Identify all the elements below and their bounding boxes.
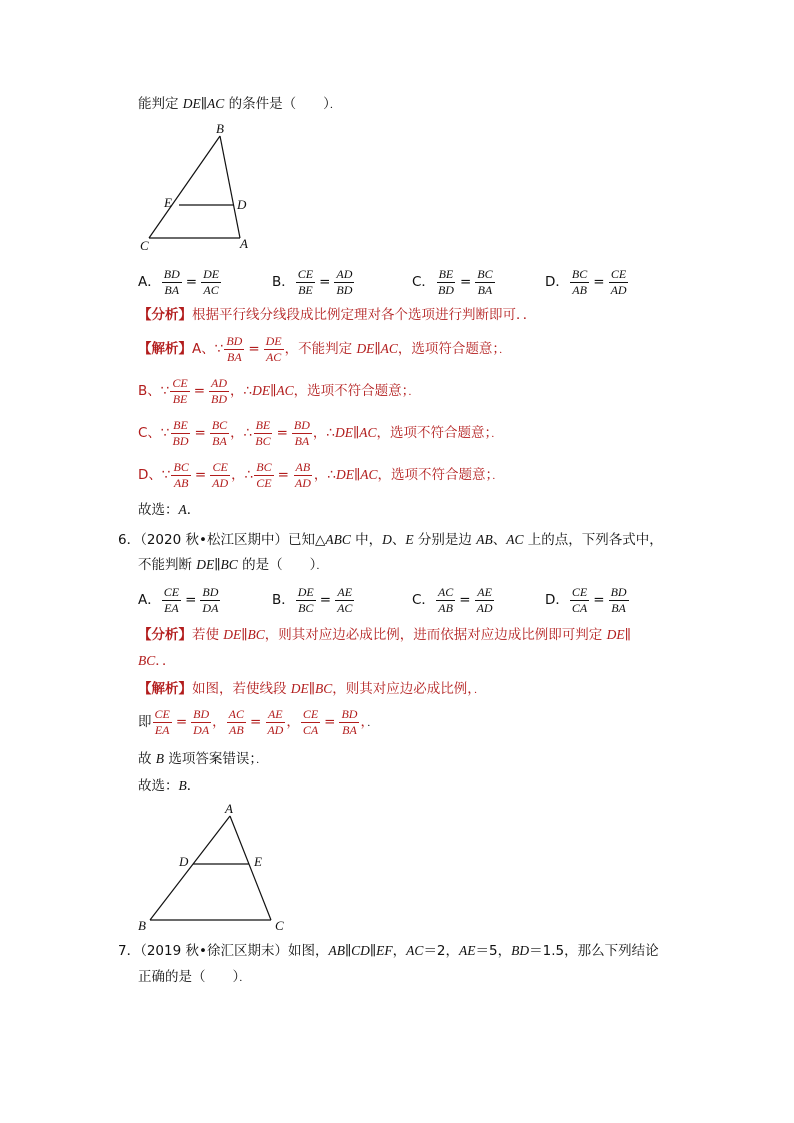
label-E: E [164,195,172,210]
p5-option-c[interactable]: C． $\frac{BE}{BD}$ = $\frac{BC}{BA}$ [412,266,493,297]
p5-analysis: 【分析】根据平行线分线段成比例定理对各个选项进行判断即可．． [138,307,537,323]
p6-analysis-line2: BC．． [138,653,176,669]
p6-solution-line1: 【解析】如图，若使线段 DE∥BC，则其对应边必成比例，． [138,681,485,697]
label-A: A [225,801,233,816]
triangle-figure-2 [132,800,292,935]
p5-solution-b: B、∵ $\frac{CE}{BE}$ = $\frac{AD}{BD}$ ，∴DE∥AC，选项不符合题意；． [138,375,419,406]
p6-stem-line2: 不能判断 DE∥BC 的是（ ）． [138,557,327,573]
p7-stem-line1: 7．（2019 秋•徐汇区期末）如图，AB∥CD∥EF，AC＝2，AE＝5，BD＝1.5，那么下列结论 [118,943,659,959]
label-B: B [138,918,146,933]
p6-solution-line2: 即 $\frac{CE}{EA}$ = $\frac{BD}{DA}$ ， $\frac{AC}{AB}$ = $\frac{AE}{AD}$ ， $\frac{CE}{CA}$ = $\frac{BD}{BA}$ ，． [138,706,378,737]
p6-option-d[interactable]: D． $\frac{CE}{CA}$ = $\frac{BD}{BA}$ [545,584,627,615]
label-B: B [216,121,224,136]
p5-option-a[interactable]: A． $\frac{BD}{BA}$ = $\frac{DE}{AC}$ [138,266,220,297]
p6-option-b[interactable]: B． $\frac{DE}{BC}$ = $\frac{AE}{AC}$ [272,584,353,615]
label-C: C [140,238,149,253]
label-D: D [179,854,189,869]
label-C: C [275,918,284,933]
p5-solution-a: 【解析】A、∵ $\frac{BD}{BA}$ = $\frac{DE}{AC}$ ，不能判定 DE∥AC，选项符合题意；． [138,333,510,364]
label-A: A [240,236,248,251]
p5-option-d[interactable]: D． $\frac{BC}{AB}$ = $\frac{CE}{AD}$ [545,266,627,297]
p5-option-b[interactable]: B． $\frac{CE}{BE}$ = $\frac{AD}{BD}$ [272,266,353,297]
p5-final-answer: 故选：A． [138,502,201,518]
p5-stem: 能判定 DE∥AC 的条件是（ ）． [138,96,340,112]
p7-stem-line2: 正确的是（ ）． [138,969,250,985]
p6-final-answer: 故选：B． [138,778,201,794]
p5-solution-d: D、∵ $\frac{BC}{AB}$ = $\frac{CE}{AD}$ ，∴ $\frac{BC}{CE}$ = $\frac{AB}{AD}$ ，∴DE∥AC，选项不符合题意；． [138,459,503,490]
p6-analysis-line1: 【分析】若使 DE∥BC，则其对应边必成比例，进而依据对应边成比例即可判定 DE∥ [138,627,631,643]
p6-option-c[interactable]: C． $\frac{AC}{AB}$ = $\frac{AE}{AD}$ [412,584,493,615]
p5-solution-c: C、∵ $\frac{BE}{BD}$ = $\frac{BC}{BA}$ ，∴ $\frac{BE}{BC}$ = $\frac{BD}{BA}$ ，∴DE∥AC，选项不符合题意；． [138,417,502,448]
triangle-figure-1 [136,120,266,255]
p6-stem-line1: 6．（2020 秋•松江区期中）已知△ABC 中，D、E 分别是边 AB、AC 上的点，下列各式中， [118,532,663,548]
p6-solution-line3: 故 B 选项答案错误；． [138,751,267,767]
label-E: E [254,854,262,869]
label-D: D [237,197,247,212]
p6-option-a[interactable]: A． $\frac{CE}{EA}$ = $\frac{BD}{DA}$ [138,584,219,615]
